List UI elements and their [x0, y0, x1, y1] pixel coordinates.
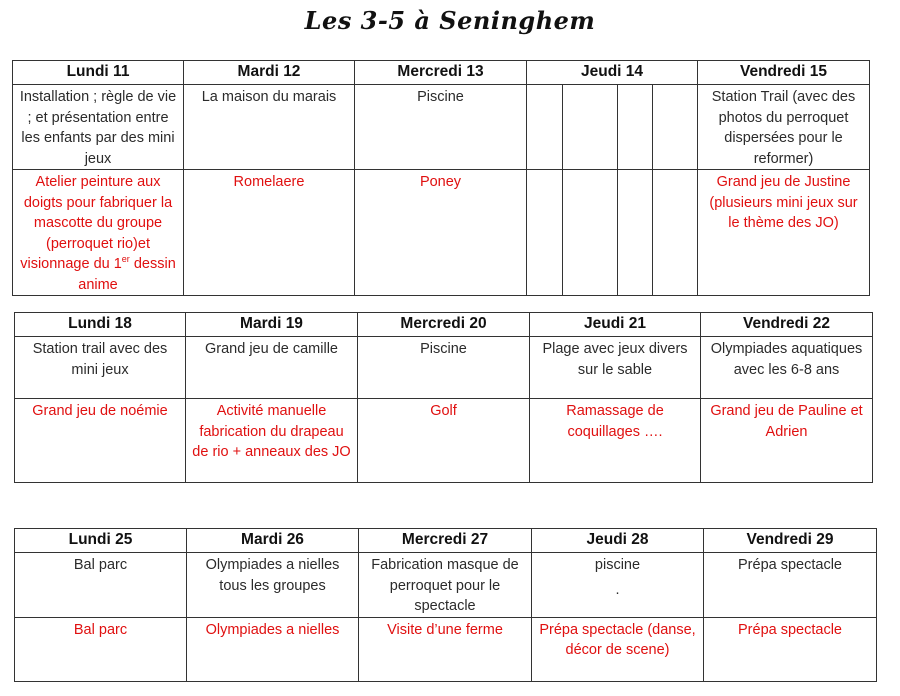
- activity-cell: Grand jeu de noémie: [15, 399, 186, 483]
- activity-cell: Prépa spectacle (danse, décor de scene): [532, 617, 704, 681]
- day-header: Lundi 18: [15, 313, 186, 337]
- schedule-table-week-3: [14, 528, 877, 682]
- activity-cell: Poney: [355, 170, 527, 296]
- activity-cell: Golf: [358, 399, 530, 483]
- activity-cell: Bal parc: [15, 617, 187, 681]
- day-header: Lundi 25: [15, 529, 187, 553]
- activity-cell: Olympiades aquatiques avec les 6-8 ans: [701, 337, 873, 399]
- activity-cell: Olympiades a nielles tous les groupes: [187, 553, 359, 618]
- morning-row: [15, 553, 877, 618]
- day-header: Lundi 11: [13, 61, 184, 85]
- activity-cell: Grand jeu de Pauline et Adrien: [701, 399, 873, 483]
- day-header: Jeudi 14: [527, 61, 698, 85]
- afternoon-row: [13, 170, 870, 296]
- morning-row: [13, 85, 870, 170]
- day-header: Mercredi 20: [358, 313, 530, 337]
- day-header: Mercredi 13: [355, 61, 527, 85]
- page-title: Les 3-5 à Seninghem: [304, 6, 596, 35]
- activity-text-tail: dessin anime: [78, 256, 176, 293]
- activity-cell: Piscine: [358, 337, 530, 399]
- divider: [652, 170, 653, 295]
- activity-cell: [13, 170, 184, 296]
- activity-cell: Bal parc: [15, 553, 187, 618]
- activity-cell: Station Trail (avec des photos du perroquet dispersées pour le reformer): [698, 85, 870, 170]
- schedule-table-week-1: [12, 60, 870, 296]
- divider: [652, 85, 653, 169]
- divider: [562, 85, 563, 169]
- schedule-table-week-2: [14, 312, 873, 483]
- dot-mark: .: [615, 581, 620, 598]
- activity-cell-empty: [527, 170, 698, 296]
- activity-cell: Activité manuelle fabrication du drapeau de rio + anneaux des JO: [186, 399, 358, 483]
- activity-cell: Piscine: [355, 85, 527, 170]
- day-header: Mardi 12: [184, 61, 355, 85]
- divider: [617, 85, 618, 169]
- divider: [562, 170, 563, 295]
- afternoon-row: [15, 617, 877, 681]
- header-row: [15, 529, 877, 553]
- afternoon-row: [15, 399, 873, 483]
- header-row: [15, 313, 873, 337]
- day-header: Jeudi 21: [530, 313, 701, 337]
- activity-cell: Visite d’une ferme: [359, 617, 532, 681]
- activity-cell: Station trail avec des mini jeux: [15, 337, 186, 399]
- day-header: Jeudi 28: [532, 529, 704, 553]
- activity-cell: Olympiades a nielles: [187, 617, 359, 681]
- activity-cell: Grand jeu de Justine (plusieurs mini jeux sur le thème des JO): [698, 170, 870, 296]
- activity-cell: Plage avec jeux divers sur le sable: [530, 337, 701, 399]
- day-header: Mardi 19: [186, 313, 358, 337]
- activity-cell: Grand jeu de camille: [186, 337, 358, 399]
- activity-cell-empty: [527, 85, 698, 170]
- superscript: er: [121, 254, 130, 265]
- activity-cell: Romelaere: [184, 170, 355, 296]
- activity-cell: Fabrication masque de perroquet pour le spectacle: [359, 553, 532, 618]
- day-header: Mercredi 27: [359, 529, 532, 553]
- activity-cell: Prépa spectacle: [704, 553, 877, 618]
- activity-text: piscine: [594, 557, 641, 573]
- header-row: [13, 61, 870, 85]
- activity-cell: Installation ; règle de vie ; et présentation entre les enfants par des mini jeux: [13, 85, 184, 170]
- divider: [617, 170, 618, 295]
- day-header: Vendredi 15: [698, 61, 870, 85]
- day-header: Vendredi 22: [701, 313, 873, 337]
- activity-cell: Ramassage de coquillages ….: [530, 399, 701, 483]
- activity-cell: La maison du marais: [184, 85, 355, 170]
- activity-cell: [532, 553, 704, 618]
- day-header: Mardi 26: [187, 529, 359, 553]
- activity-text: Atelier peinture aux doigts pour fabriquer la mascotte du groupe (perroquet rio)et visionnage du 1: [20, 174, 173, 272]
- morning-row: [15, 337, 873, 399]
- activity-cell: Prépa spectacle: [704, 617, 877, 681]
- day-header: Vendredi 29: [704, 529, 877, 553]
